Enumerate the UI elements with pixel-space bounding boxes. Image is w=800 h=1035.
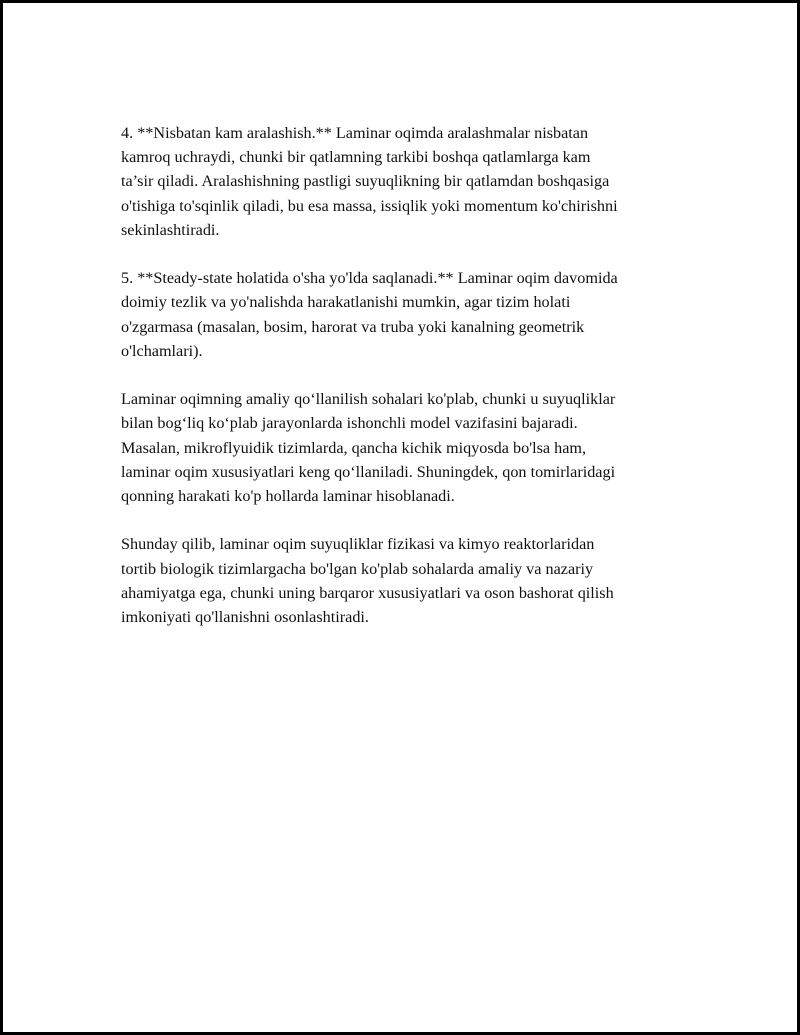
paragraph-line: bilan bog‘liq ko‘plab jarayonlarda ishonchli model vazifasini bajaradi.: [121, 414, 578, 433]
paragraph-line: Masalan, mikroflyuidik tizimlarda, qancha kichik miqyosda bo'lsa ham,: [121, 438, 587, 457]
paragraph-conclusion: [121, 532, 693, 629]
paragraph-line: doimiy tezlik va yo'nalishda harakatlanishi mumkin, agar tizim holati: [121, 293, 571, 312]
paragraph-line: o'zgarmasa (masalan, bosim, harorat va truba yoki kanalning geometrik: [121, 317, 585, 336]
paragraph-line: 4. **Nisbatan kam aralashish.** Laminar oqimda aralashmalar nisbatan: [121, 124, 589, 142]
paragraph-line: sekinlashtiradi.: [121, 220, 220, 239]
paragraph-line: o'tishiga to'sqinlik qiladi, bu esa massa, issiqlik yoki momentum ko'chirishni: [121, 196, 618, 215]
paragraph-line: o'lchamlari).: [121, 341, 203, 360]
paragraph-line: Laminar oqimning amaliy qo‘llanilish sohalari ko'plab, chunki u suyuqliklar: [121, 390, 616, 409]
paragraph-line: ta’sir qiladi. Aralashishning pastligi suyuqlikning bir qatlamdan boshqasiga: [121, 172, 610, 191]
document-body: [121, 121, 693, 653]
paragraph-line: qonning harakati ko'p hollarda laminar hisoblanadi.: [121, 487, 455, 506]
paragraph-line: Shunday qilib, laminar oqim suyuqliklar fizikasi va kimyo reaktorlaridan: [121, 535, 595, 554]
paragraph-item-5: [121, 266, 693, 363]
paragraph-line: 5. **Steady-state holatida o'sha yo'lda saqlanadi.** Laminar oqim davomida: [121, 269, 618, 288]
paragraph-item-4: [121, 121, 693, 242]
paragraph-line: tortib biologik tizimlargacha bo'lgan ko'plab sohalarda amaliy va nazariy: [121, 559, 594, 578]
paragraph-line: laminar oqim xususiyatlari keng qo‘llaniladi. Shuningdek, qon tomirlaridagi: [121, 462, 616, 481]
paragraph-line: imkoniyati qo'llanishni osonlashtiradi.: [121, 608, 369, 627]
paragraph-applications: [121, 387, 693, 508]
paragraph-line: ahamiyatga ega, chunki uning barqaror xususiyatlari va oson bashorat qilish: [121, 583, 614, 602]
paragraph-line: kamroq uchraydi, chunki bir qatlamning tarkibi boshqa qatlamlarga kam: [121, 148, 591, 167]
